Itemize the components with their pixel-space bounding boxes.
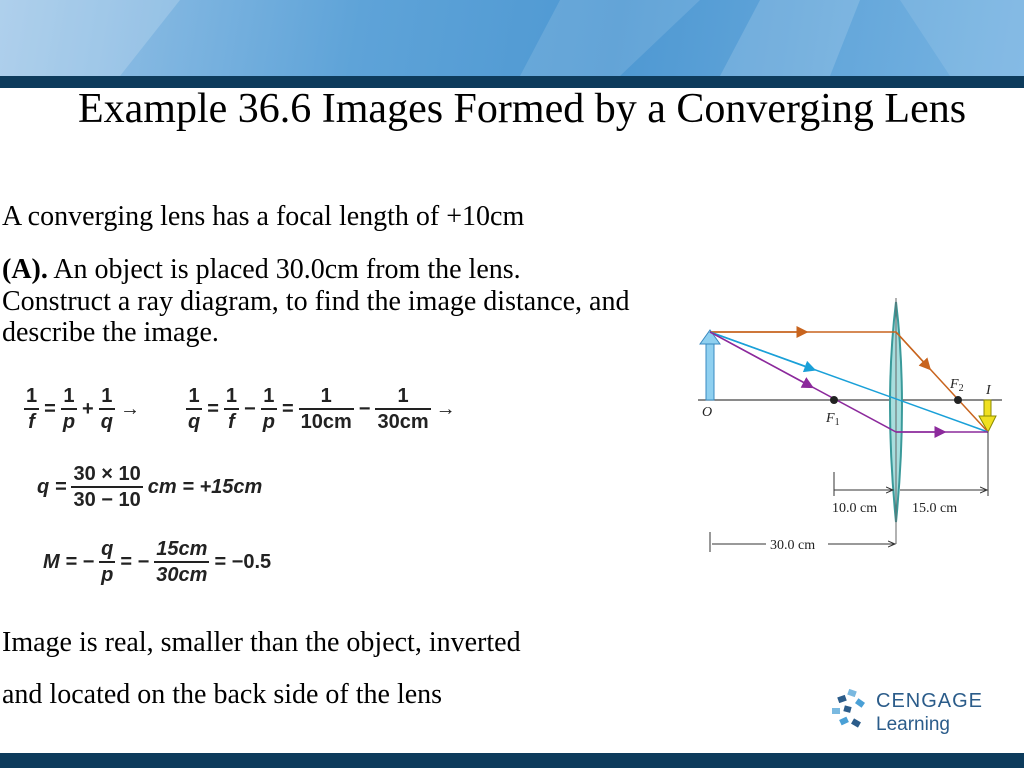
magnification-equation: M = − $\frac{q}{p}$ = − $\frac{15cm}{30cm}$ = −0.5 [43,538,272,586]
conclusion-line-2: and located on the back side of the lens [2,679,443,710]
label-image: I [986,383,991,398]
problem-statement: A converging lens has a focal length of +10cm [2,201,525,232]
cengage-logo [830,688,990,740]
label-object: O [702,405,713,420]
conclusion-line-1: Image is real, smaller than the object, inverted [2,627,521,658]
footer-rule [0,753,1024,768]
header-banner [0,0,1024,76]
banner-pattern [0,0,1024,76]
focal-point-f1 [830,396,838,404]
label-f1: $F_1$ [826,411,840,428]
focal-point-f2 [954,396,962,404]
dim-label-10cm: 10.0 cm [832,501,878,516]
brand-sub: Learning [876,714,950,735]
instruction-line-2: describe the image. [2,317,219,348]
dim-label-15cm: 15.0 cm [912,501,958,516]
part-a-line [2,255,521,285]
solve-for-q-equation: $\frac{1}{q}$ = $\frac{1}{f}$ − $\frac{1}{p}$ = $\frac{1}{10cm}$ − $\frac{1}{30cm}$ → [188,385,456,433]
instruction-line: Construct a ray diagram, to find the image distance, and [2,286,630,317]
ray-center-arrow [710,332,812,369]
image-distance-equation: q = $\frac{30 \times 10}{30 - 10}$ cm = +15cm [37,463,263,511]
part-a-text: An object is placed 30.0cm from the lens. [47,254,521,285]
label-f2: $F_2$ [950,377,964,394]
part-a-label: (A). [2,254,48,285]
dim-label-30cm: 30.0 cm [770,538,816,553]
cengage-mark-icon [830,688,872,732]
object-arrow [706,340,714,400]
slide-title: Example 36.6 Images Formed by a Converging Lens [78,86,967,132]
thin-lens-equation: $\frac{1}{f}$ = $\frac{1}{p}$ + $\frac{1}{q}$ → [26,385,140,433]
brand-name: CENGAGE [876,690,984,712]
ray-diagram [692,292,1012,562]
ray-focal-arrow [710,332,810,386]
